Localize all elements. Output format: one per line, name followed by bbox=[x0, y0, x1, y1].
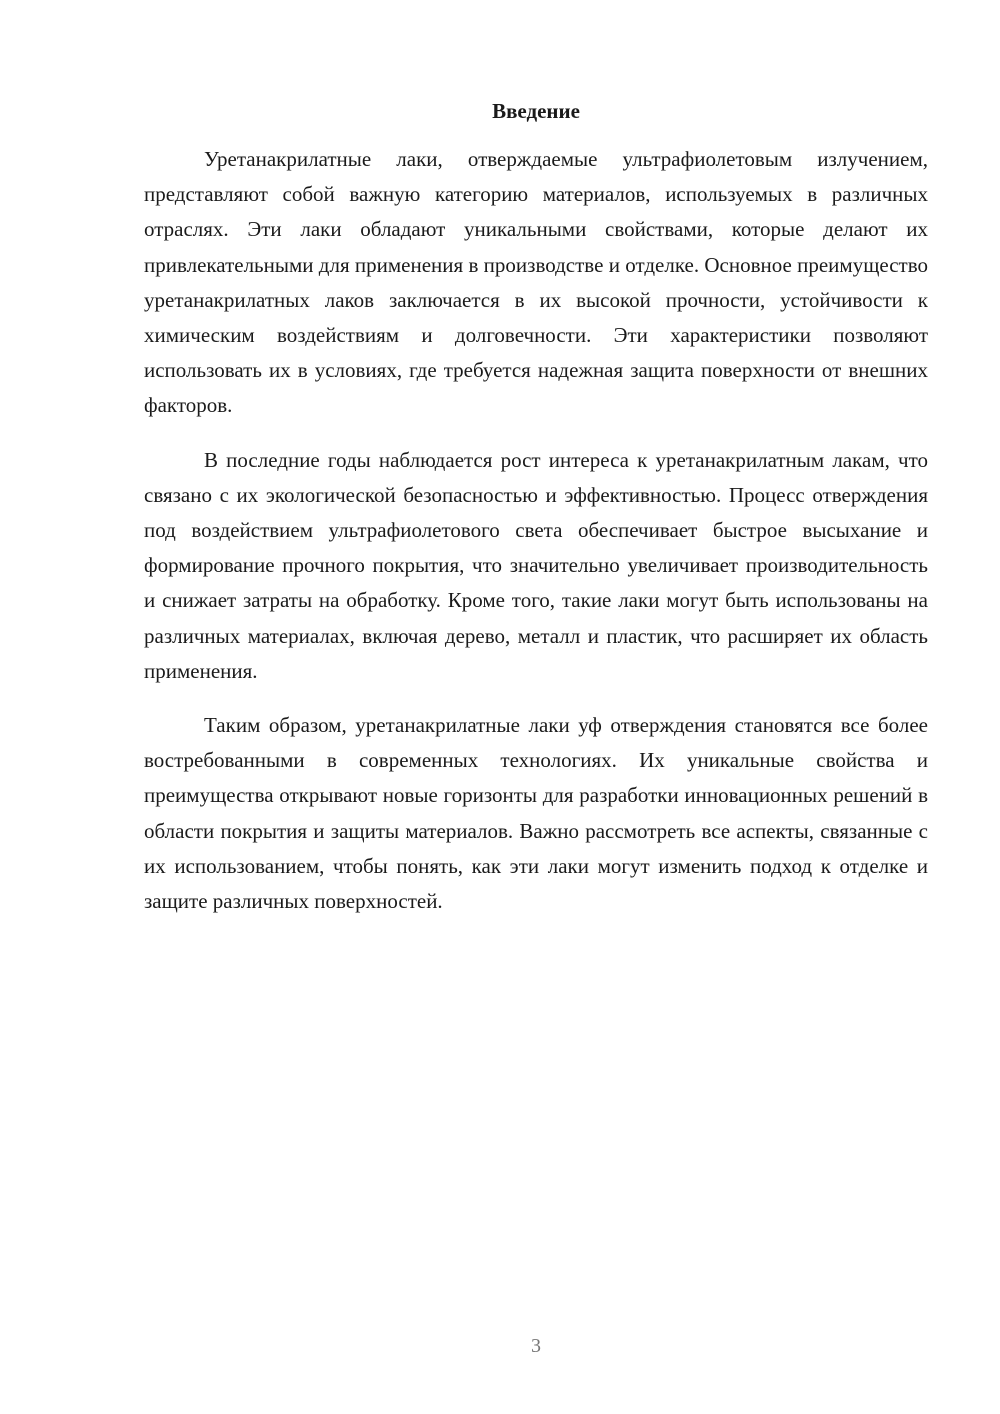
page-number: 3 bbox=[531, 1335, 541, 1357]
body-text bbox=[144, 142, 928, 919]
paragraph-3: Таким образом, уретанакрилатные лаки уф отверждения становятся все более востребованными в современных технологиях. Их уникальные свойства и преимущества открывают новые горизонты для разработки инновационных решений в области покрытия и защиты материалов. Важно рассмотреть все аспекты, связанные с их использованием, чтобы понять, как эти лаки могут изменить подход к отделке и защите различных поверхностей. bbox=[144, 713, 928, 914]
section-heading: Введение bbox=[492, 99, 580, 123]
paragraph-1: Уретанакрилатные лаки, отверждаемые ультрафиолетовым излучением, представляют собой важную категорию материалов, используемых в различных отраслях. Эти лаки обладают уникальными свойствами, которые делают их привлекательными для применения в производстве и отделке. Основное преимущество уретанакрилатных лаков заключается в их высокой прочности, устойчивости к химическим воздействиям и долговечности. Эти характеристики позволяют использовать их в условиях, где требуется надежная защита поверхности от внешних факторов. bbox=[144, 147, 928, 418]
paragraph-2: В последние годы наблюдается рост интереса к уретанакрилатным лакам, что связано с их экологической безопасностью и эффективностью. Процесс отверждения под воздействием ультрафиолетового света обеспечивает быстрое высыхание и формирование прочного покрытия, что значительно увеличивает производительность и снижает затраты на обработку. Кроме того, такие лаки могут быть использованы на различных материалах, включая дерево, металл и пластик, что расширяет их область применения. bbox=[144, 447, 928, 683]
